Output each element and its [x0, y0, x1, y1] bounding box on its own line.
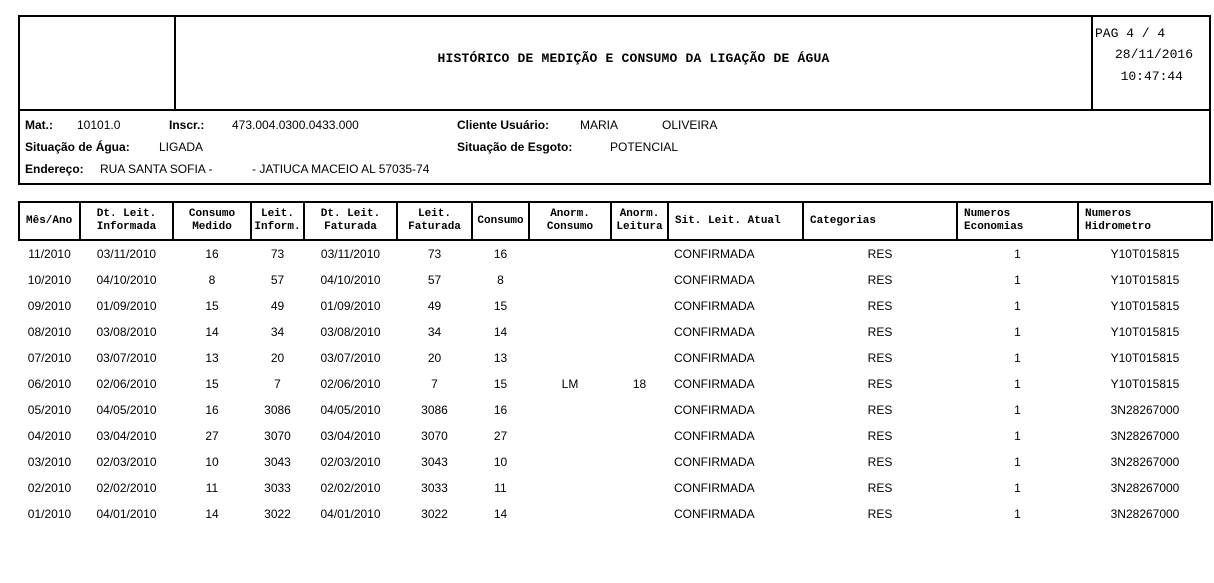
cell-dt-leit-informada: 04/05/2010 [96, 403, 157, 417]
cell-leit-inform: 3043 [264, 455, 291, 469]
cell-numeros-economias: 1 [1014, 403, 1021, 417]
endereco-bairro: - JATIUCA MACEIO AL 57035-74 [252, 162, 430, 176]
cell-categorias: RES [867, 481, 893, 495]
cell-dt-leit-informada: 02/02/2010 [96, 481, 157, 495]
cell-leit-faturada: 3070 [421, 429, 448, 443]
cell-consumo: 27 [493, 429, 508, 443]
cell-categorias: RES [867, 273, 893, 287]
cell-numeros-hidrometro: Y10T015815 [1110, 273, 1180, 287]
cliente-last-name: OLIVEIRA [662, 118, 718, 132]
cell-numeros-economias: 1 [1014, 455, 1021, 469]
cell-leit-faturada: 73 [427, 247, 442, 261]
cell-mes-ano: 01/2010 [27, 507, 72, 521]
cell-sit-leit-atual: CONFIRMADA [674, 429, 755, 443]
cell-anorm-leitura [611, 293, 668, 319]
cell-anorm-leitura [611, 501, 668, 527]
cell-anorm-consumo [529, 475, 611, 501]
header-divider-right [1091, 17, 1093, 109]
cell-mes-ano: 09/2010 [27, 299, 72, 313]
cell-leit-inform: 73 [270, 247, 285, 261]
cell-dt-leit-faturada: 02/03/2010 [320, 455, 381, 469]
column-header-categorias: Categorias [803, 202, 957, 240]
cell-leit-inform: 49 [270, 299, 285, 313]
table-row [19, 267, 1212, 293]
cell-leit-inform: 57 [270, 273, 285, 287]
cell-leit-faturada: 3043 [421, 455, 448, 469]
cell-anorm-leitura [611, 397, 668, 423]
column-header-mes-ano: Mês/Ano [19, 202, 80, 240]
cell-dt-leit-informada: 02/06/2010 [96, 377, 157, 391]
cell-sit-leit-atual: CONFIRMADA [674, 481, 755, 495]
cell-consumo-medido: 14 [205, 507, 219, 521]
cell-sit-leit-atual: CONFIRMADA [674, 403, 755, 417]
cell-mes-ano: 10/2010 [27, 273, 72, 287]
cell-mes-ano: 02/2010 [27, 481, 72, 495]
inscr-value: 473.004.0300.0433.000 [232, 118, 359, 132]
cell-leit-inform: 3070 [264, 429, 291, 443]
cell-mes-ano: 08/2010 [27, 325, 72, 339]
cell-consumo: 13 [493, 351, 508, 365]
cell-dt-leit-informada: 04/01/2010 [96, 507, 157, 521]
cell-dt-leit-faturada: 04/10/2010 [320, 273, 381, 287]
cell-numeros-hidrometro: 3N28267000 [1110, 507, 1180, 521]
cell-anorm-consumo [529, 345, 611, 371]
cell-anorm-consumo [529, 293, 611, 319]
cell-mes-ano: 06/2010 [27, 377, 72, 391]
cell-dt-leit-faturada: 03/04/2010 [320, 429, 381, 443]
cell-categorias: RES [867, 299, 893, 313]
table-row [19, 240, 1212, 267]
cell-numeros-hidrometro: 3N28267000 [1110, 455, 1180, 469]
cell-leit-faturada: 3022 [421, 507, 448, 521]
column-header-dt-leit-faturada: Dt. Leit. Faturada [304, 202, 397, 240]
mat-label: Mat.: [25, 118, 53, 132]
situacao-agua-label: Situação de Água: [25, 140, 130, 154]
cell-anorm-leitura: 18 [632, 377, 647, 391]
cell-leit-faturada: 34 [427, 325, 442, 339]
column-header-anorm-consumo: Anorm. Consumo [529, 202, 611, 240]
cell-consumo-medido: 16 [205, 403, 219, 417]
cell-dt-leit-faturada: 02/06/2010 [320, 377, 381, 391]
table-row [19, 345, 1212, 371]
client-info [18, 109, 1211, 185]
table-row [19, 319, 1212, 345]
cell-categorias: RES [867, 247, 893, 261]
cell-mes-ano: 04/2010 [27, 429, 72, 443]
cell-dt-leit-informada: 03/04/2010 [96, 429, 157, 443]
situacao-esgoto-value: POTENCIAL [610, 140, 679, 154]
column-header-numeros-hidrometro: Numeros Hidrometro [1078, 202, 1212, 240]
cell-anorm-leitura [611, 423, 668, 449]
cell-anorm-consumo [529, 240, 611, 267]
cell-consumo-medido: 14 [205, 325, 219, 339]
cell-consumo: 15 [493, 299, 508, 313]
table-row [19, 371, 1212, 397]
cell-dt-leit-informada: 03/11/2010 [96, 247, 157, 261]
cell-numeros-hidrometro: Y10T015815 [1110, 325, 1180, 339]
cell-anorm-consumo [529, 423, 611, 449]
cell-numeros-hidrometro: Y10T015815 [1110, 247, 1180, 261]
cell-dt-leit-faturada: 01/09/2010 [320, 299, 381, 313]
cell-numeros-economias: 1 [1014, 507, 1021, 521]
table-row [19, 293, 1212, 319]
cell-numeros-hidrometro: 3N28267000 [1110, 429, 1180, 443]
cell-dt-leit-faturada: 02/02/2010 [320, 481, 381, 495]
cell-mes-ano: 07/2010 [27, 351, 72, 365]
cell-consumo-medido: 16 [205, 247, 219, 261]
column-header-consumo: Consumo [472, 202, 529, 240]
cell-dt-leit-informada: 03/08/2010 [96, 325, 157, 339]
cell-categorias: RES [867, 325, 893, 339]
table-row [19, 397, 1212, 423]
cell-leit-faturada: 3033 [421, 481, 448, 495]
column-header-anorm-leitura: Anorm. Leitura [611, 202, 668, 240]
cell-anorm-leitura [611, 240, 668, 267]
cell-sit-leit-atual: CONFIRMADA [674, 351, 755, 365]
column-header-leit-faturada: Leit. Faturada [397, 202, 472, 240]
table-row [19, 449, 1212, 475]
inscr-label: Inscr.: [169, 118, 205, 132]
cell-sit-leit-atual: CONFIRMADA [674, 507, 755, 521]
cell-dt-leit-faturada: 03/07/2010 [320, 351, 381, 365]
cell-numeros-hidrometro: Y10T015815 [1110, 299, 1180, 313]
cell-dt-leit-informada: 04/10/2010 [96, 273, 157, 287]
cell-anorm-leitura [611, 319, 668, 345]
cell-sit-leit-atual: CONFIRMADA [674, 247, 755, 261]
cell-anorm-consumo [529, 501, 611, 527]
cell-leit-faturada: 49 [427, 299, 442, 313]
cell-anorm-leitura [611, 345, 668, 371]
cell-leit-inform: 7 [274, 377, 281, 391]
table-row [19, 423, 1212, 449]
cell-mes-ano: 05/2010 [27, 403, 72, 417]
cell-leit-faturada: 20 [427, 351, 442, 365]
table-row [19, 475, 1212, 501]
cell-dt-leit-faturada: 03/11/2010 [320, 247, 381, 261]
cell-categorias: RES [867, 507, 893, 521]
consumption-history-table [18, 201, 1213, 527]
cell-consumo-medido: 27 [205, 429, 219, 443]
cell-dt-leit-informada: 01/09/2010 [96, 299, 157, 313]
endereco-label: Endereço: [25, 162, 84, 176]
report-header [18, 15, 1211, 111]
cell-leit-inform: 3022 [264, 507, 291, 521]
cell-mes-ano: 11/2010 [28, 247, 71, 261]
cell-anorm-consumo [529, 319, 611, 345]
cell-consumo: 10 [493, 455, 508, 469]
table-body [19, 240, 1212, 527]
cell-leit-faturada: 57 [427, 273, 442, 287]
cell-dt-leit-faturada: 04/01/2010 [320, 507, 381, 521]
cell-consumo: 11 [494, 481, 507, 495]
table-header-row [19, 202, 1212, 240]
cell-categorias: RES [867, 351, 893, 365]
cell-numeros-economias: 1 [1014, 351, 1021, 365]
cell-numeros-economias: 1 [1014, 273, 1021, 287]
situacao-esgoto-label: Situação de Esgoto: [457, 140, 573, 154]
cell-numeros-economias: 1 [1014, 325, 1021, 339]
cell-sit-leit-atual: CONFIRMADA [674, 455, 755, 469]
report-title: HISTÓRICO DE MEDIÇÃO E CONSUMO DA LIGAÇÃO DE ÁGUA [437, 51, 830, 66]
cell-dt-leit-informada: 02/03/2010 [96, 455, 157, 469]
column-header-dt-leit-informada: Dt. Leit. Informada [80, 202, 173, 240]
cell-consumo-medido: 8 [208, 273, 216, 287]
cell-numeros-economias: 1 [1014, 429, 1021, 443]
cell-leit-inform: 34 [270, 325, 285, 339]
cell-consumo-medido: 15 [205, 299, 219, 313]
column-header-leit-inform: Leit. Inform. [251, 202, 304, 240]
cell-consumo: 15 [493, 377, 508, 391]
endereco-rua: RUA SANTA SOFIA - [100, 162, 213, 176]
cell-sit-leit-atual: CONFIRMADA [674, 273, 755, 287]
table-row [19, 501, 1212, 527]
cell-anorm-leitura [611, 449, 668, 475]
cell-dt-leit-faturada: 03/08/2010 [320, 325, 381, 339]
cell-anorm-consumo [529, 267, 611, 293]
cell-consumo-medido: 15 [205, 377, 219, 391]
cell-anorm-consumo [529, 397, 611, 423]
cell-categorias: RES [867, 455, 893, 469]
cell-categorias: RES [867, 403, 893, 417]
cell-consumo-medido: 10 [205, 455, 219, 469]
cell-numeros-economias: 1 [1014, 481, 1021, 495]
column-header-consumo-medido: Consumo Medido [173, 202, 251, 240]
cell-mes-ano: 03/2010 [27, 455, 72, 469]
cell-numeros-economias: 1 [1014, 299, 1021, 313]
cell-anorm-leitura [611, 475, 668, 501]
report-time: 10:47:44 [1120, 69, 1183, 84]
situacao-agua-value: LIGADA [159, 140, 204, 154]
cell-leit-faturada: 7 [431, 377, 438, 391]
cell-consumo: 14 [493, 325, 508, 339]
mat-value: 10101.0 [77, 118, 121, 132]
column-header-sit-leit-atual: Sit. Leit. Atual [668, 202, 803, 240]
cell-numeros-hidrometro: 3N28267000 [1110, 403, 1180, 417]
cell-categorias: RES [867, 377, 893, 391]
cliente-first-name: MARIA [580, 118, 619, 132]
cell-leit-inform: 3033 [264, 481, 291, 495]
cell-consumo: 8 [497, 273, 504, 287]
cell-categorias: RES [867, 429, 893, 443]
cell-consumo-medido: 13 [205, 351, 219, 365]
column-header-numeros-economias: Numeros Economias [957, 202, 1078, 240]
cell-dt-leit-informada: 03/07/2010 [96, 351, 157, 365]
cell-consumo: 16 [493, 247, 508, 261]
cell-consumo: 16 [493, 403, 508, 417]
cell-leit-inform: 20 [270, 351, 285, 365]
cell-numeros-hidrometro: Y10T015815 [1110, 351, 1180, 365]
cell-consumo-medido: 11 [205, 481, 219, 495]
report-date: 28/11/2016 [1114, 47, 1193, 62]
cell-anorm-leitura [611, 267, 668, 293]
page-indicator: PAG 4 / 4 [1095, 26, 1166, 41]
cell-dt-leit-faturada: 04/05/2010 [320, 403, 381, 417]
cell-anorm-consumo [529, 449, 611, 475]
cell-leit-faturada: 3086 [421, 403, 448, 417]
cliente-label: Cliente Usuário: [457, 118, 550, 132]
cell-numeros-hidrometro: Y10T015815 [1110, 377, 1180, 391]
cell-numeros-economias: 1 [1014, 377, 1021, 391]
cell-numeros-hidrometro: 3N28267000 [1110, 481, 1180, 495]
cell-numeros-economias: 1 [1014, 247, 1021, 261]
cell-consumo: 14 [493, 507, 508, 521]
cell-sit-leit-atual: CONFIRMADA [674, 299, 755, 313]
cell-anorm-consumo: LM [561, 377, 579, 391]
cell-sit-leit-atual: CONFIRMADA [674, 325, 755, 339]
cell-sit-leit-atual: CONFIRMADA [674, 377, 755, 391]
cell-leit-inform: 3086 [264, 403, 291, 417]
